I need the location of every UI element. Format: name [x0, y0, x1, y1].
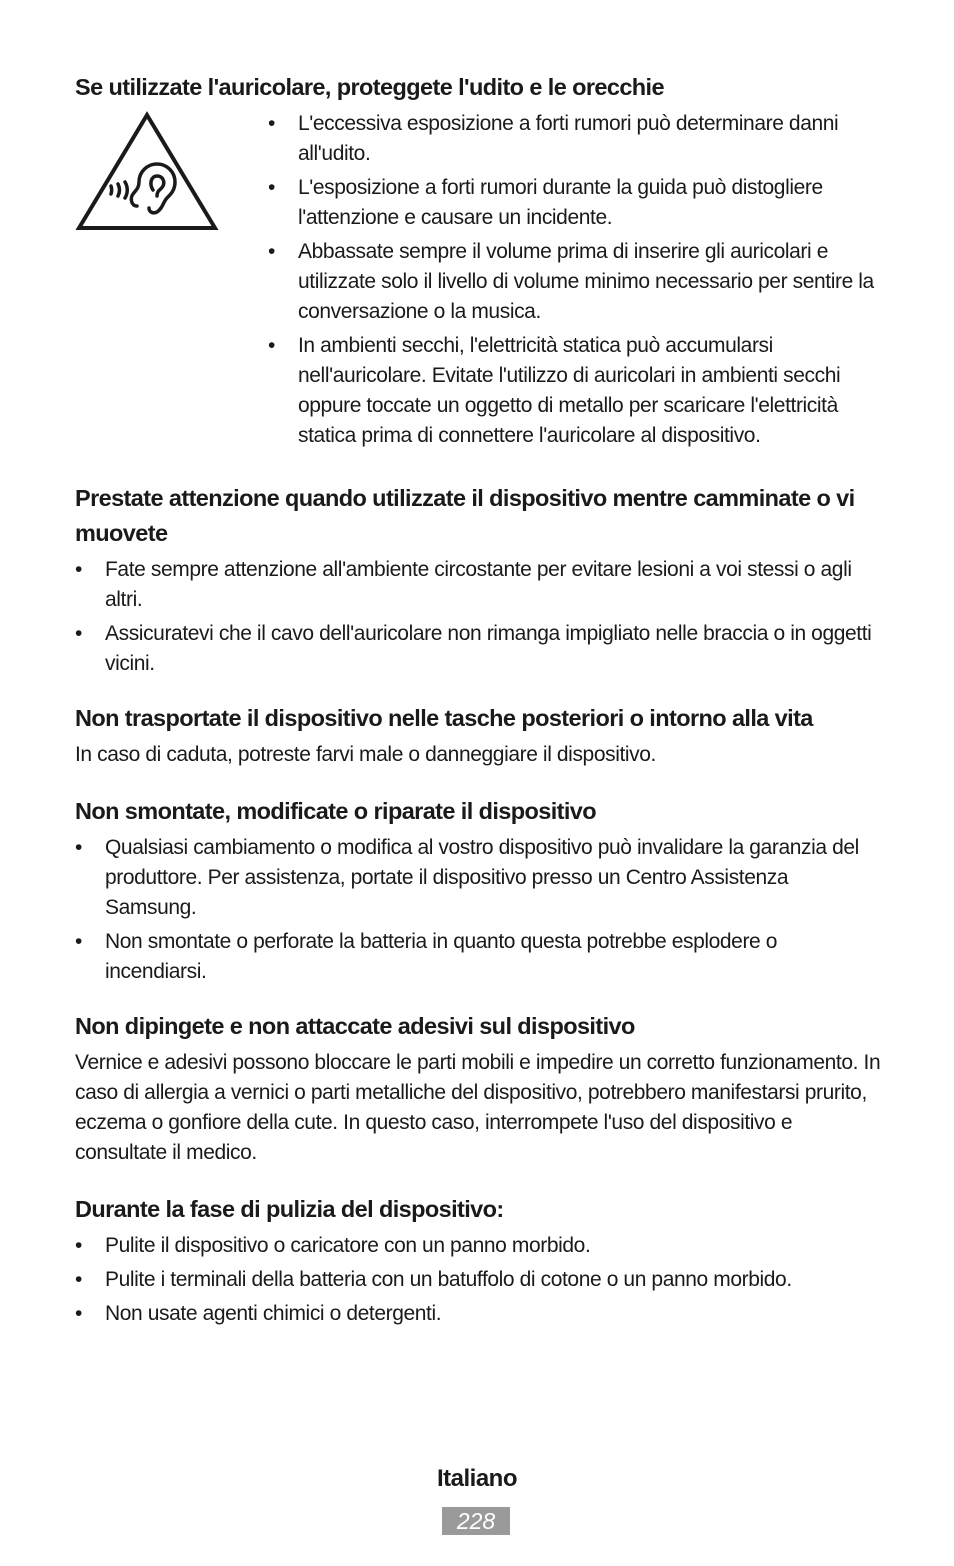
section-heading: Durante la fase di pulizia del dispositivo:	[75, 1196, 504, 1222]
bullet-marker: •	[75, 1302, 82, 1325]
hearing-warning-icon	[75, 109, 239, 455]
section-heading: Non smontate, modificate o riparate il dispositivo	[75, 798, 597, 824]
list-item: • Pulite i terminali della batteria con un batuffolo di cotone o un panno morbido.	[75, 1265, 883, 1295]
bullet-marker: •	[75, 558, 82, 581]
section-heading: Non trasportate il dispositivo nelle tasche posteriori o intorno alla vita	[75, 705, 813, 731]
list-item: • Non smontate o perforate la batteria in quanto questa potrebbe esplodere o incendiarsi.	[75, 927, 883, 987]
section-heading: Se utilizzate l'auricolare, proteggete l'udito e le orecchie	[75, 74, 664, 100]
section-disassembly	[75, 794, 883, 987]
bullet-marker: •	[268, 334, 275, 357]
list-item: • L'esposizione a forti rumori durante la guida può distogliere l'attenzione e causare un incidente.	[268, 173, 883, 233]
section-text: In caso di caduta, potreste farvi male o danneggiare il dispositivo.	[75, 743, 656, 766]
bullet-marker: •	[75, 1268, 82, 1291]
page-content	[75, 70, 883, 1353]
bullet-marker: •	[75, 622, 82, 645]
bullet-list	[75, 833, 883, 987]
warning-row	[75, 109, 883, 455]
bullet-marker: •	[268, 176, 275, 199]
list-item: • L'eccessiva esposizione a forti rumori può determinare danni all'udito.	[268, 109, 883, 169]
section-hearing	[75, 70, 883, 455]
list-item: • Non usate agenti chimici o detergenti.	[75, 1299, 883, 1329]
section-heading: Prestate attenzione quando utilizzate il dispositivo mentre camminate o vi muovete	[75, 485, 855, 546]
list-item: • Qualsiasi cambiamento o modifica al vostro dispositivo può invalidare la garanzia del produttore. Per assistenza, portate il dispositivo presso un Centro Assistenza Samsung.	[75, 833, 883, 923]
page-number-badge: 228	[442, 1507, 510, 1535]
list-item: • Fate sempre attenzione all'ambiente circostante per evitare lesioni a voi stessi o agli altri.	[75, 555, 883, 615]
list-item: • Abbassate sempre il volume prima di inserire gli auricolari e utilizzate solo il livello di volume minimo necessario per sentire la conversazione o la musica.	[268, 237, 883, 327]
bullet-marker: •	[268, 112, 275, 135]
section-paint	[75, 1009, 883, 1168]
bullet-marker: •	[268, 240, 275, 263]
bullet-list	[75, 555, 883, 679]
section-pockets	[75, 701, 883, 770]
bullet-marker: •	[75, 930, 82, 953]
section-cleaning	[75, 1192, 883, 1329]
list-item: • In ambienti secchi, l'elettricità statica può accumularsi nell'auricolare. Evitate l'utilizzo di auricolari in ambienti secchi oppure toccate un oggetto di metallo per scaricare l'elettricità statica prima di connettere l'auricolare al dispositivo.	[268, 331, 883, 451]
bullet-list	[75, 1231, 883, 1329]
bullet-marker: •	[75, 1234, 82, 1257]
footer-language: Italiano	[436, 1465, 517, 1492]
hearing-bullet-list	[239, 109, 883, 455]
list-item: • Assicuratevi che il cavo dell'auricolare non rimanga impigliato nelle braccia o in oggetti vicini.	[75, 619, 883, 679]
section-heading: Non dipingete e non attaccate adesivi sul dispositivo	[75, 1013, 635, 1039]
bullet-marker: •	[75, 836, 82, 859]
section-text: Vernice e adesivi possono bloccare le parti mobili e impedire un corretto funzionamento. In caso di allergia a vernici o parti metalliche del dispositivo, potrebbero manifestarsi prurito, eczema o gonfiore della cute. In questo caso, interrompete l'uso del dispositivo e consultate il medico.	[75, 1051, 881, 1164]
section-walking	[75, 481, 883, 679]
list-item: • Pulite il dispositivo o caricatore con un panno morbido.	[75, 1231, 883, 1261]
